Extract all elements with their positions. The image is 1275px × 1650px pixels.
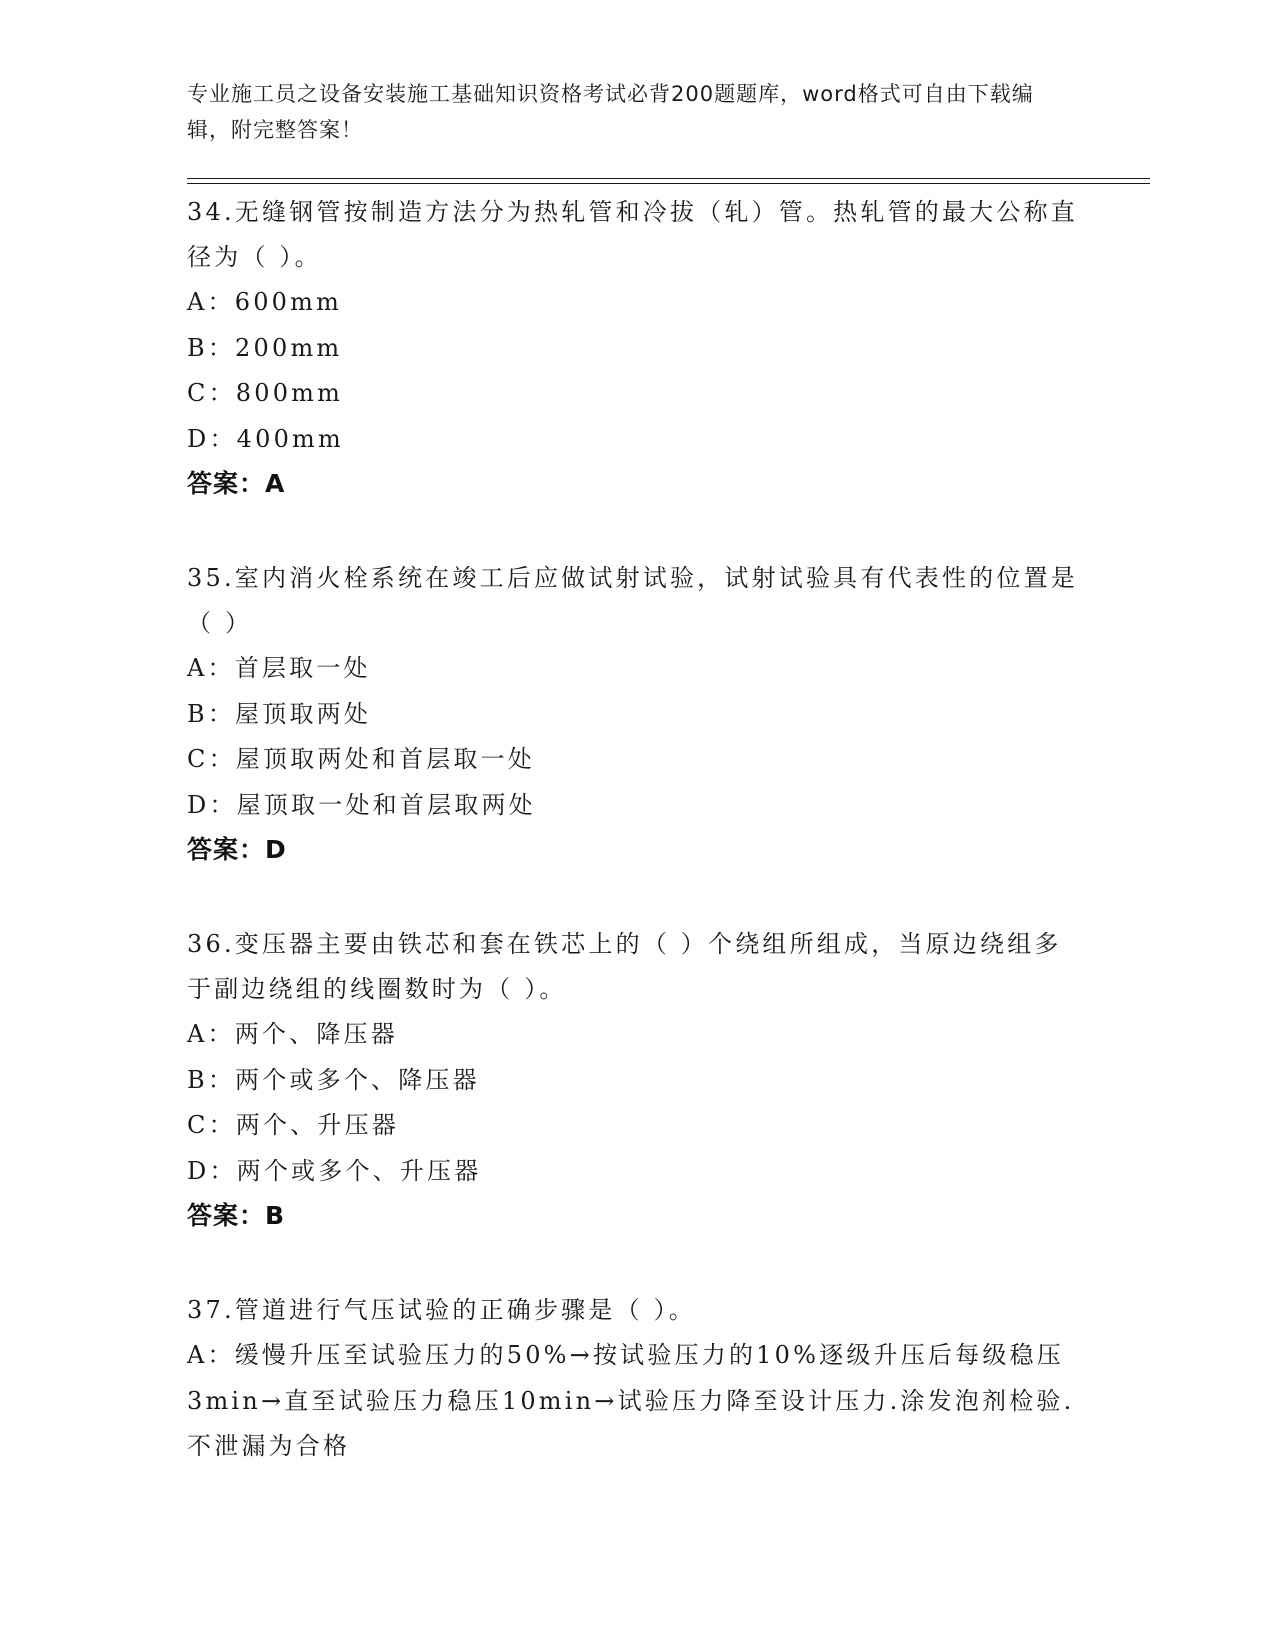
question-list xyxy=(187,190,1087,1470)
option-d: D：两个或多个、升压器 xyxy=(187,1156,482,1185)
answer-line: 答案：A xyxy=(187,469,286,498)
question-37 xyxy=(187,1288,1087,1470)
option-b: B：200mm xyxy=(187,333,343,362)
question-34 xyxy=(187,190,1087,506)
option-c: C：800mm xyxy=(187,379,344,407)
header-divider-bottom xyxy=(187,183,1150,184)
document-header: 专业施工员之设备安装施工基础知识资格考试必背200题题库，word格式可自由下载编辑，附完整答案！ xyxy=(187,82,1034,142)
option-a: A：两个、降压器 xyxy=(187,1020,398,1048)
option-c: C：两个、升压器 xyxy=(187,1111,399,1139)
answer-line: 答案：B xyxy=(187,1201,286,1230)
header-divider-top xyxy=(187,178,1150,179)
question-stem: 35.室内消火栓系统在竣工后应做试射试验，试射试验具有代表性的位置是（ ） xyxy=(187,564,1078,637)
answer-line: 答案：D xyxy=(187,835,287,864)
option-a: A：600mm xyxy=(187,288,343,316)
question-36 xyxy=(187,922,1087,1238)
option-d: D：屋顶取一处和首层取两处 xyxy=(187,790,536,819)
option-c: C：屋顶取两处和首层取一处 xyxy=(187,745,535,773)
question-stem: 36.变压器主要由铁芯和套在铁芯上的（ ）个绕组所组成，当原边绕组多于副边绕组的线圈数时为（ ）。 xyxy=(187,930,1062,1003)
question-spacer xyxy=(187,1238,1087,1288)
question-35 xyxy=(187,556,1087,872)
question-stem: 37.管道进行气压试验的正确步骤是（ ）。 xyxy=(187,1296,696,1324)
option-a: A：缓慢升压至试验压力的50%→按试验压力的10%逐级升压后每级稳压3min→直至试验压力稳压10min→试验压力降至设计压力.涂发泡剂检验.不泄漏为合格 xyxy=(187,1341,1075,1460)
option-d: D：400mm xyxy=(187,424,344,453)
question-spacer xyxy=(187,872,1087,922)
option-b: B：屋顶取两处 xyxy=(187,699,372,728)
option-b: B：两个或多个、降压器 xyxy=(187,1065,480,1094)
question-stem: 34.无缝钢管按制造方法分为热轧管和冷拔（轧）管。热轧管的最大公称直径为（ ）。 xyxy=(187,198,1078,271)
option-a: A：首层取一处 xyxy=(187,654,371,682)
question-spacer xyxy=(187,506,1087,556)
